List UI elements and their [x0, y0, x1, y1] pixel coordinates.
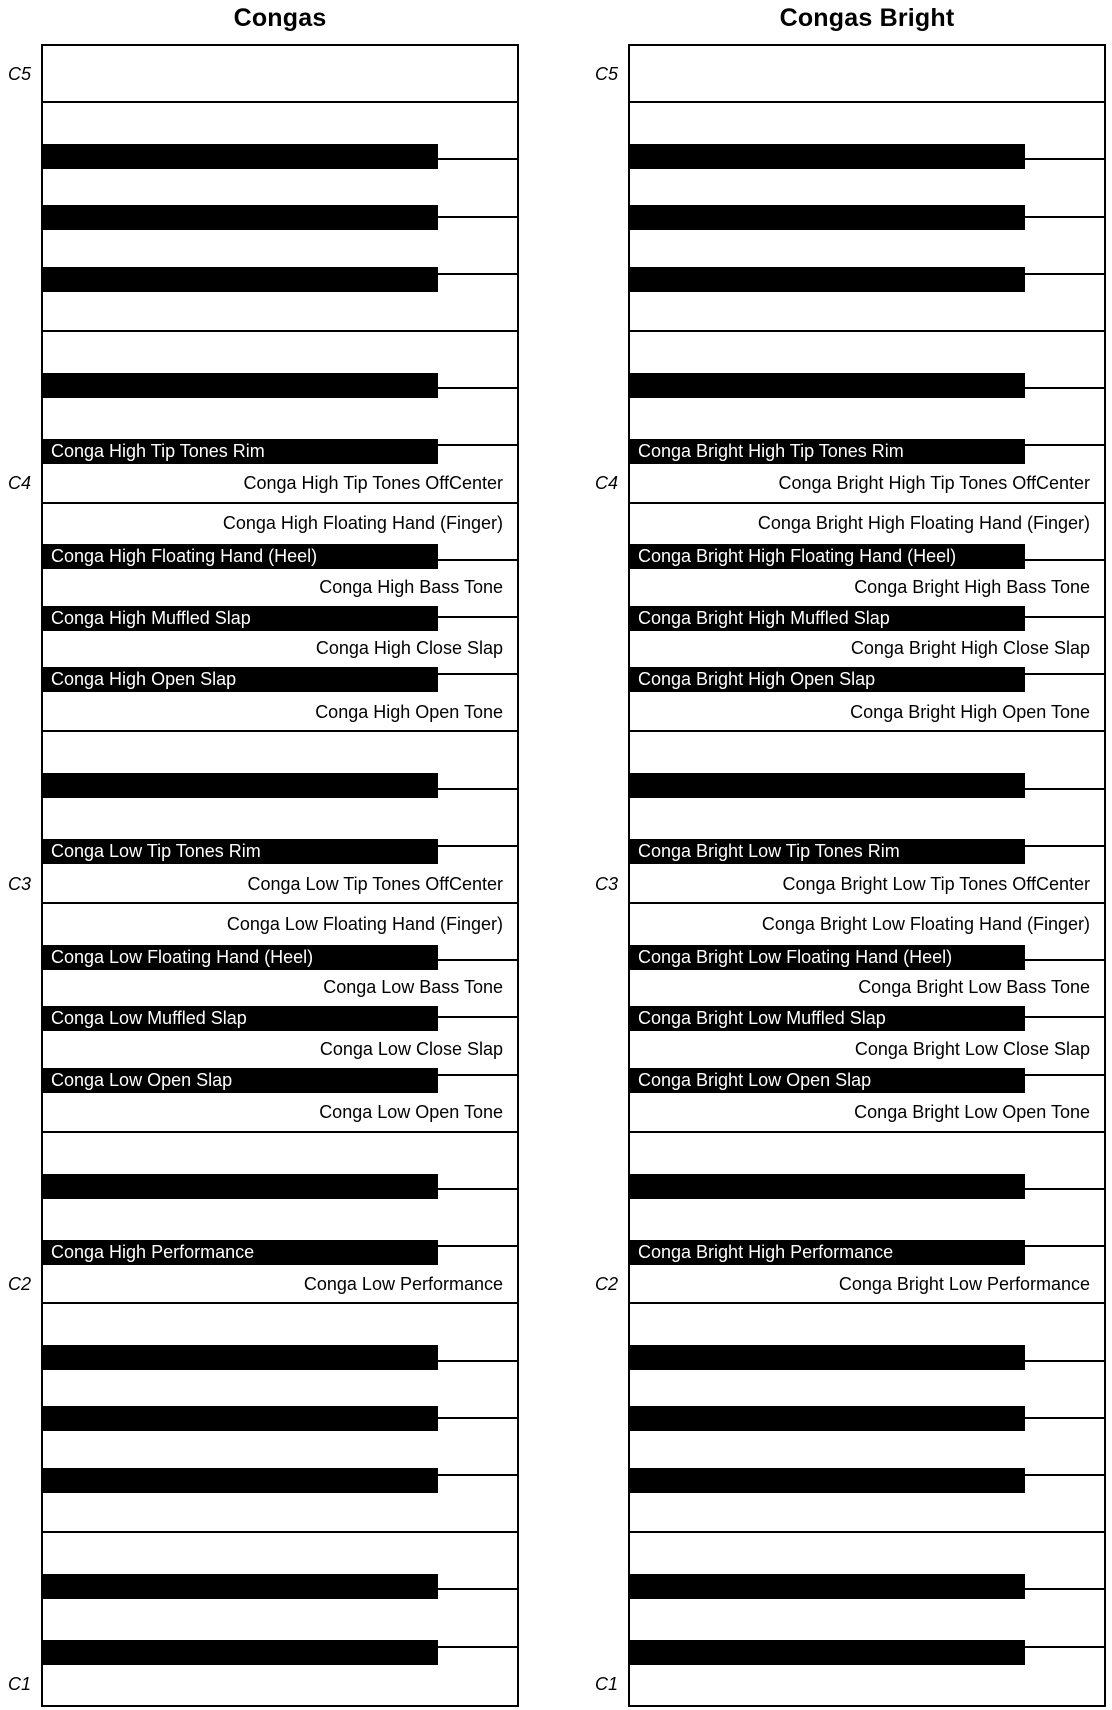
key-label-cs3: Conga Low Tip Tones Rim	[51, 841, 261, 862]
octave-label-c5: C5	[7, 64, 31, 85]
key-gs1[interactable]	[43, 1406, 438, 1431]
key-label-g3: Conga High Close Slap	[315, 638, 503, 659]
key-label-f2: Conga Bright Low Open Tone	[854, 1102, 1090, 1123]
key-label-fs3: Conga Bright High Open Slap	[638, 669, 876, 690]
key-fs1[interactable]	[630, 1468, 1025, 1493]
key-d1[interactable]	[43, 1590, 517, 1647]
key-label-cs4: Conga Bright High Tip Tones Rim	[638, 440, 904, 461]
key-label-gs2: Conga Bright Low Muffled Slap	[638, 1007, 886, 1028]
key-gs4[interactable]	[630, 205, 1025, 230]
key-as4[interactable]	[43, 144, 438, 169]
key-label-c2: Conga Low Performance	[303, 1274, 503, 1295]
key-ds2[interactable]	[43, 1174, 438, 1199]
key-label-b2: Conga Low Floating Hand (Finger)	[226, 913, 503, 934]
key-cs1[interactable]	[43, 1640, 438, 1665]
key-label-c2: Conga Bright Low Performance	[838, 1274, 1090, 1295]
key-ds3[interactable]	[630, 773, 1025, 798]
key-d3[interactable]	[630, 790, 1104, 847]
key-d1[interactable]	[630, 1590, 1104, 1647]
key-fs4[interactable]	[43, 267, 438, 292]
key-label-a3: Conga High Bass Tone	[319, 576, 503, 597]
octave-label-c1: C1	[7, 1674, 31, 1695]
key-cs3[interactable]	[43, 839, 438, 864]
key-label-a2: Conga Low Bass Tone	[323, 977, 503, 998]
key-cs2[interactable]	[630, 1240, 1025, 1265]
key-d3[interactable]	[43, 790, 517, 847]
key-label-cs2: Conga Bright High Performance	[638, 1241, 894, 1262]
key-d2[interactable]	[43, 1190, 517, 1247]
key-as3[interactable]	[630, 544, 1025, 569]
key-gs2[interactable]	[630, 1006, 1025, 1031]
key-label-g2: Conga Low Close Slap	[319, 1038, 503, 1059]
key-label-as3: Conga Bright High Floating Hand (Heel)	[638, 546, 957, 567]
key-label-gs3: Conga Bright High Muffled Slap	[638, 607, 890, 628]
key-as3[interactable]	[43, 544, 438, 569]
key-label-b3: Conga Bright High Floating Hand (Finger)	[757, 513, 1090, 534]
key-label-fs2: Conga Low Open Slap	[51, 1069, 233, 1090]
key-label-f2: Conga Low Open Tone	[319, 1102, 503, 1123]
key-gs2[interactable]	[43, 1006, 438, 1031]
key-label-gs3: Conga High Muffled Slap	[51, 607, 251, 628]
key-label-cs3: Conga Bright Low Tip Tones Rim	[638, 841, 900, 862]
key-label-g3: Conga Bright High Close Slap	[850, 638, 1090, 659]
piano-keyboard-congas-bright	[628, 44, 1106, 1707]
key-d4[interactable]	[630, 389, 1104, 446]
key-c5[interactable]	[630, 46, 1104, 103]
key-label-c3: Conga Bright Low Tip Tones OffCenter	[782, 873, 1090, 894]
key-label-b2: Conga Bright Low Floating Hand (Finger)	[761, 913, 1090, 934]
key-gs4[interactable]	[43, 205, 438, 230]
key-cs2[interactable]	[43, 1240, 438, 1265]
key-as2[interactable]	[43, 945, 438, 970]
piano-keyboard-congas	[41, 44, 519, 1707]
key-as4[interactable]	[630, 144, 1025, 169]
key-label-fs3: Conga High Open Slap	[51, 669, 237, 690]
key-fs3[interactable]	[43, 667, 438, 692]
key-fs2[interactable]	[630, 1068, 1025, 1093]
octave-label-c4: C4	[7, 473, 31, 494]
octave-label-c3: C3	[7, 873, 31, 894]
key-fs3[interactable]	[630, 667, 1025, 692]
key-cs3[interactable]	[630, 839, 1025, 864]
key-fs4[interactable]	[630, 267, 1025, 292]
key-ds1[interactable]	[630, 1574, 1025, 1599]
octave-label-c3: C3	[594, 873, 618, 894]
key-d4[interactable]	[43, 389, 517, 446]
key-as1[interactable]	[43, 1345, 438, 1370]
key-label-g2: Conga Bright Low Close Slap	[854, 1038, 1090, 1059]
key-d2[interactable]	[630, 1190, 1104, 1247]
key-c5[interactable]	[43, 46, 517, 103]
key-label-f3: Conga Bright High Open Tone	[850, 701, 1090, 722]
key-cs4[interactable]	[630, 439, 1025, 464]
octave-label-c2: C2	[7, 1274, 31, 1295]
key-label-f3: Conga High Open Tone	[315, 701, 503, 722]
key-label-cs4: Conga High Tip Tones Rim	[51, 440, 265, 461]
key-fs2[interactable]	[43, 1068, 438, 1093]
key-as2[interactable]	[630, 945, 1025, 970]
octave-label-c5: C5	[594, 64, 618, 85]
key-ds2[interactable]	[630, 1174, 1025, 1199]
key-label-a3: Conga Bright High Bass Tone	[854, 576, 1090, 597]
keyboard-title: Congas Bright	[779, 3, 955, 32]
key-cs4[interactable]	[43, 439, 438, 464]
key-ds3[interactable]	[43, 773, 438, 798]
key-fs1[interactable]	[43, 1468, 438, 1493]
octave-label-c1: C1	[594, 1674, 618, 1695]
key-ds4[interactable]	[630, 373, 1025, 398]
key-label-as2: Conga Bright Low Floating Hand (Heel)	[638, 946, 953, 967]
key-label-as2: Conga Low Floating Hand (Heel)	[51, 946, 314, 967]
key-label-c4: Conga Bright High Tip Tones OffCenter	[778, 473, 1090, 494]
key-ds4[interactable]	[43, 373, 438, 398]
key-gs3[interactable]	[630, 606, 1025, 631]
key-label-fs2: Conga Bright Low Open Slap	[638, 1069, 872, 1090]
key-label-b3: Conga High Floating Hand (Finger)	[222, 513, 503, 534]
key-label-as3: Conga High Floating Hand (Heel)	[51, 546, 318, 567]
key-gs3[interactable]	[43, 606, 438, 631]
key-label-cs2: Conga High Performance	[51, 1241, 255, 1262]
key-label-c4: Conga High Tip Tones OffCenter	[243, 473, 503, 494]
key-cs1[interactable]	[630, 1640, 1025, 1665]
key-ds1[interactable]	[43, 1574, 438, 1599]
key-gs1[interactable]	[630, 1406, 1025, 1431]
key-label-a2: Conga Bright Low Bass Tone	[858, 977, 1090, 998]
octave-label-c4: C4	[594, 473, 618, 494]
keyboard-title: Congas	[233, 3, 327, 32]
key-label-gs2: Conga Low Muffled Slap	[51, 1007, 247, 1028]
key-as1[interactable]	[630, 1345, 1025, 1370]
key-label-c3: Conga Low Tip Tones OffCenter	[247, 873, 503, 894]
octave-label-c2: C2	[594, 1274, 618, 1295]
